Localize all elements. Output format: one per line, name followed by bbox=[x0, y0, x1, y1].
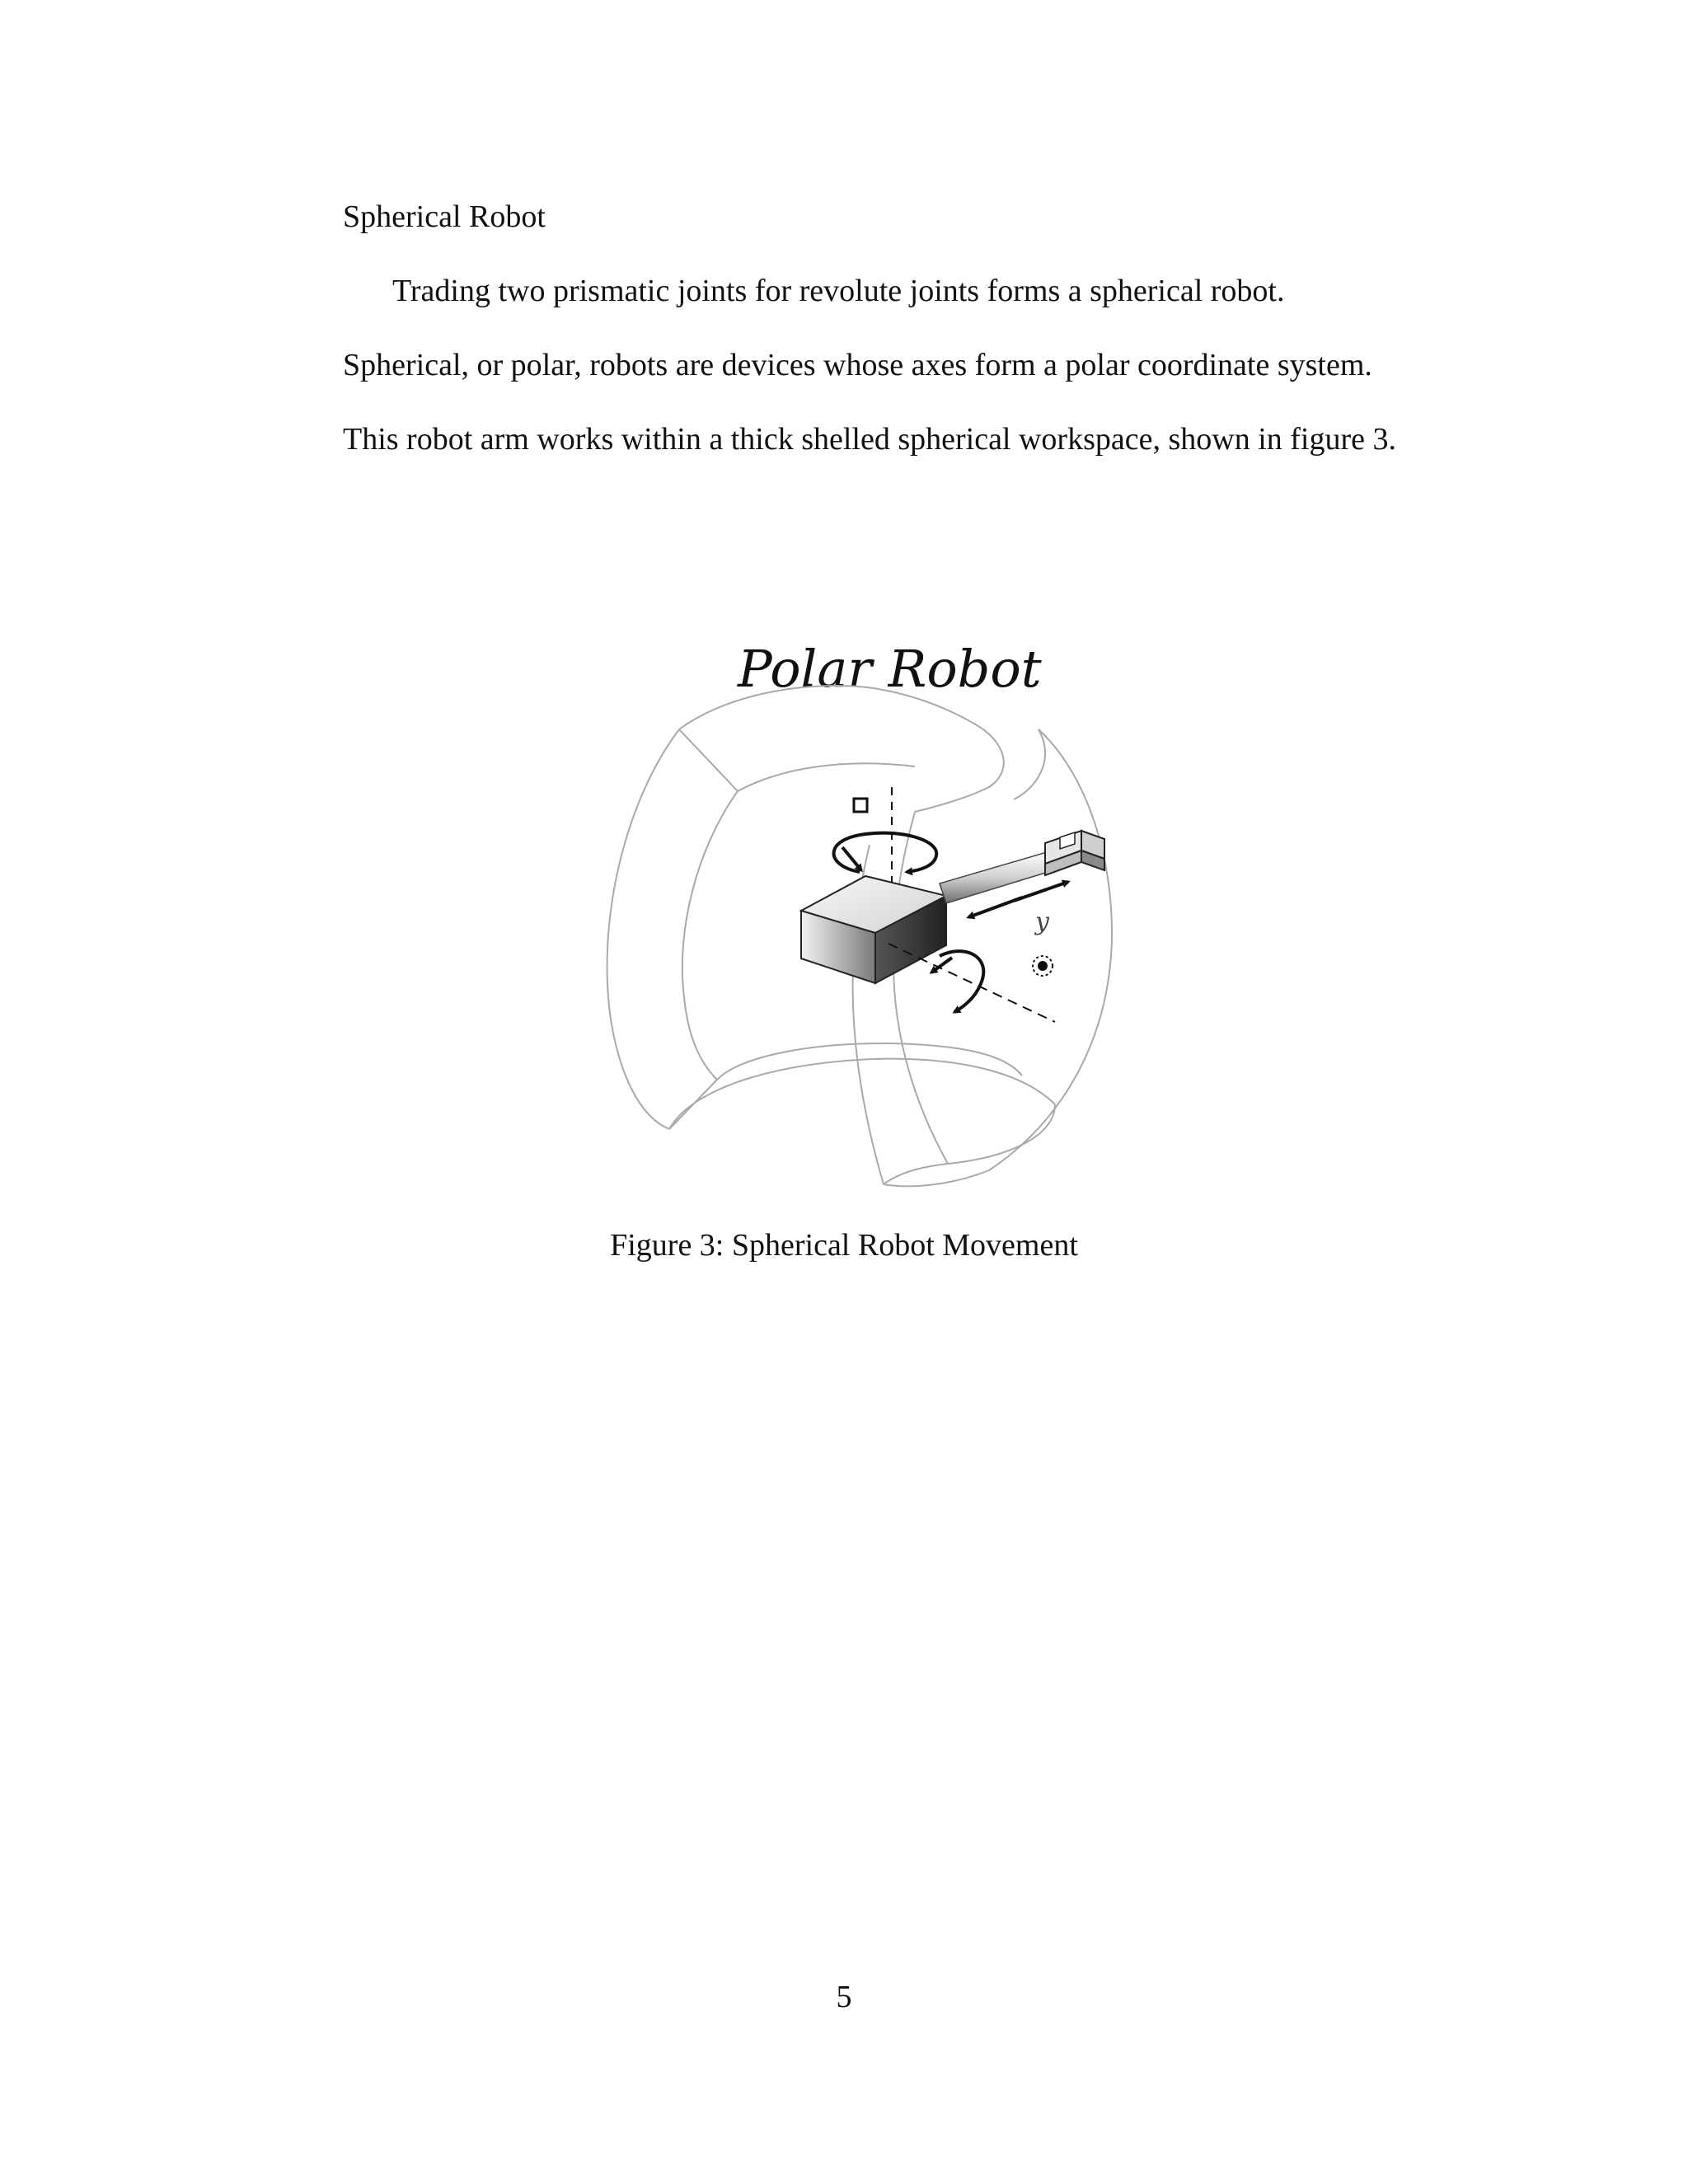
rotation-symbol-circle bbox=[1033, 956, 1053, 976]
robot-arm-rod bbox=[940, 852, 1053, 903]
paragraph-line: Trading two prismatic joints for revolute joints forms a spherical robot. bbox=[392, 274, 1285, 308]
section-heading: Spherical Robot bbox=[343, 199, 546, 234]
page-number: 5 bbox=[836, 1980, 852, 2014]
figure-title: Polar Robot bbox=[738, 643, 1042, 699]
extension-axis-label: y bbox=[1035, 907, 1049, 936]
paragraph-line: This robot arm works within a thick shelled spherical workspace, shown in figure 3. bbox=[343, 422, 1396, 457]
polar-robot-figure bbox=[577, 643, 1220, 1203]
figure-caption: Figure 3: Spherical Robot Movement bbox=[610, 1228, 1078, 1263]
robot-base-block bbox=[801, 876, 946, 983]
robot-gripper bbox=[1045, 831, 1104, 875]
base-rotation-arrow bbox=[834, 833, 937, 872]
paragraph-line: Spherical, or polar, robots are devices whose axes form a polar coordinate system. bbox=[343, 348, 1372, 382]
rotation-symbol-square bbox=[854, 799, 867, 812]
